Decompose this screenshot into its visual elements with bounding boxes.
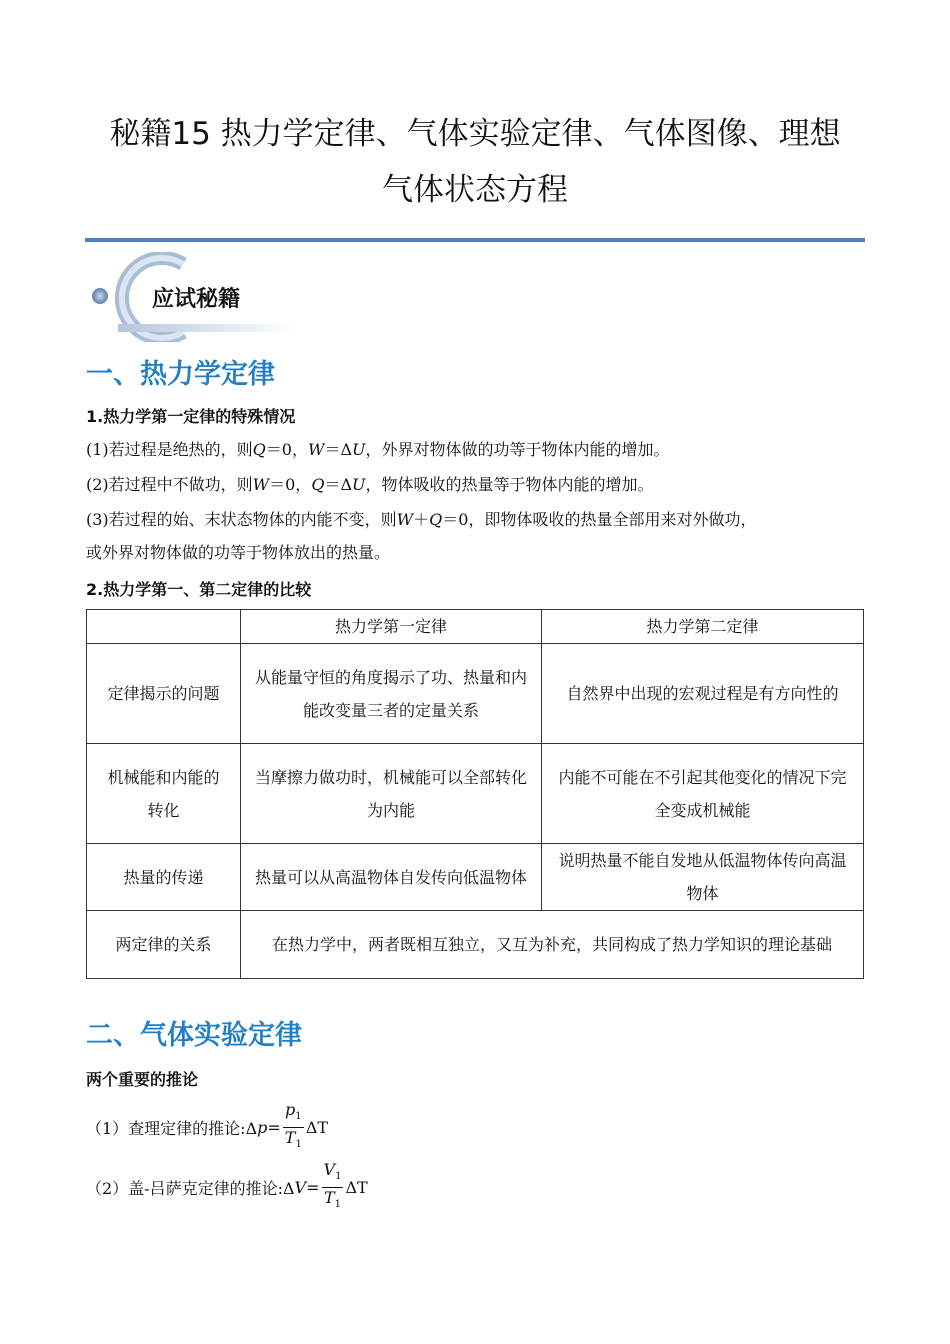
table-cell: 机械能和内能的转化 <box>87 744 241 844</box>
page-title <box>0 106 950 218</box>
table-cell: 内能不可能在不引起其他变化的情况下完全变成机械能 <box>542 744 864 844</box>
table-cell: 说明热量不能自发地从低温物体传向高温物体 <box>542 844 864 911</box>
table-row <box>87 644 864 744</box>
paragraph-item-1: (1)若过程是绝热的，则Q＝0，W＝ΔU，外界对物体做的功等于物体内能的增加。 <box>86 440 670 459</box>
table-row <box>87 844 864 911</box>
table-cell: 定律揭示的问题 <box>87 644 241 744</box>
section-1-heading: 一、热力学定律 <box>86 359 275 390</box>
table-cell: 从能量守恒的角度揭示了功、热量和内能改变量三者的定量关系 <box>241 644 542 744</box>
table-cell: 自然界中出现的宏观过程是有方向性的 <box>542 644 864 744</box>
paragraph-item-2: (2)若过程中不做功，则W＝0，Q＝ΔU，物体吸收的热量等于物体内能的增加。 <box>86 475 654 494</box>
title-line-1: 秘籍15 热力学定律、气体实验定律、气体图像、理想 <box>109 116 841 152</box>
table-header-cell: 热力学第二定律 <box>542 610 864 644</box>
section-badge <box>88 252 298 342</box>
table-header-row <box>87 610 864 644</box>
comparison-table <box>86 609 864 979</box>
badge-label: 应试秘籍 <box>152 287 241 312</box>
table-cell: 热量的传递 <box>87 844 241 911</box>
table-header-cell <box>87 610 241 644</box>
section-2-sub-1: 两个重要的推论 <box>86 1070 199 1089</box>
table-cell: 热量可以从高温物体自发传向低温物体 <box>241 844 542 911</box>
table-header-cell: 热力学第一定律 <box>241 610 542 644</box>
section-2-heading: 二、气体实验定律 <box>86 1020 302 1051</box>
title-line-2: 气体状态方程 <box>382 172 568 208</box>
paragraph-item-3: (3)若过程的始、末状态物体的内能不变，则W＋Q＝0，即物体吸收的热量全部用来对外做功， 或外界对物体做的功等于物体放出的热量。 <box>86 510 757 562</box>
table-cell: 当摩擦力做功时，机械能可以全部转化为内能 <box>241 744 542 844</box>
table-cell: 两定律的关系 <box>87 911 241 979</box>
table-cell: 在热力学中，两者既相互独立，又互为补充，共同构成了热力学知识的理论基础 <box>241 911 864 979</box>
formula-charles: （1）查理定律的推论:Δ p = $\frac{p_1}{T_1}$ ΔT <box>86 1100 328 1155</box>
table-row <box>87 911 864 979</box>
fraction: $\frac{p_1}{T_1}$ <box>284 1100 302 1151</box>
title-divider <box>85 238 865 242</box>
section-1-sub-1: 1.热力学第一定律的特殊情况 <box>86 407 296 426</box>
section-1-sub-2: 2.热力学第一、第二定律的比较 <box>86 580 312 599</box>
formula-gay-lussac: （2）盖-吕萨克定律的推论:Δ V = $\frac{V_1}{T_1}$ ΔT <box>86 1160 368 1215</box>
table-row <box>87 744 864 844</box>
fraction: $\frac{V_1}{T_1}$ <box>323 1160 342 1211</box>
